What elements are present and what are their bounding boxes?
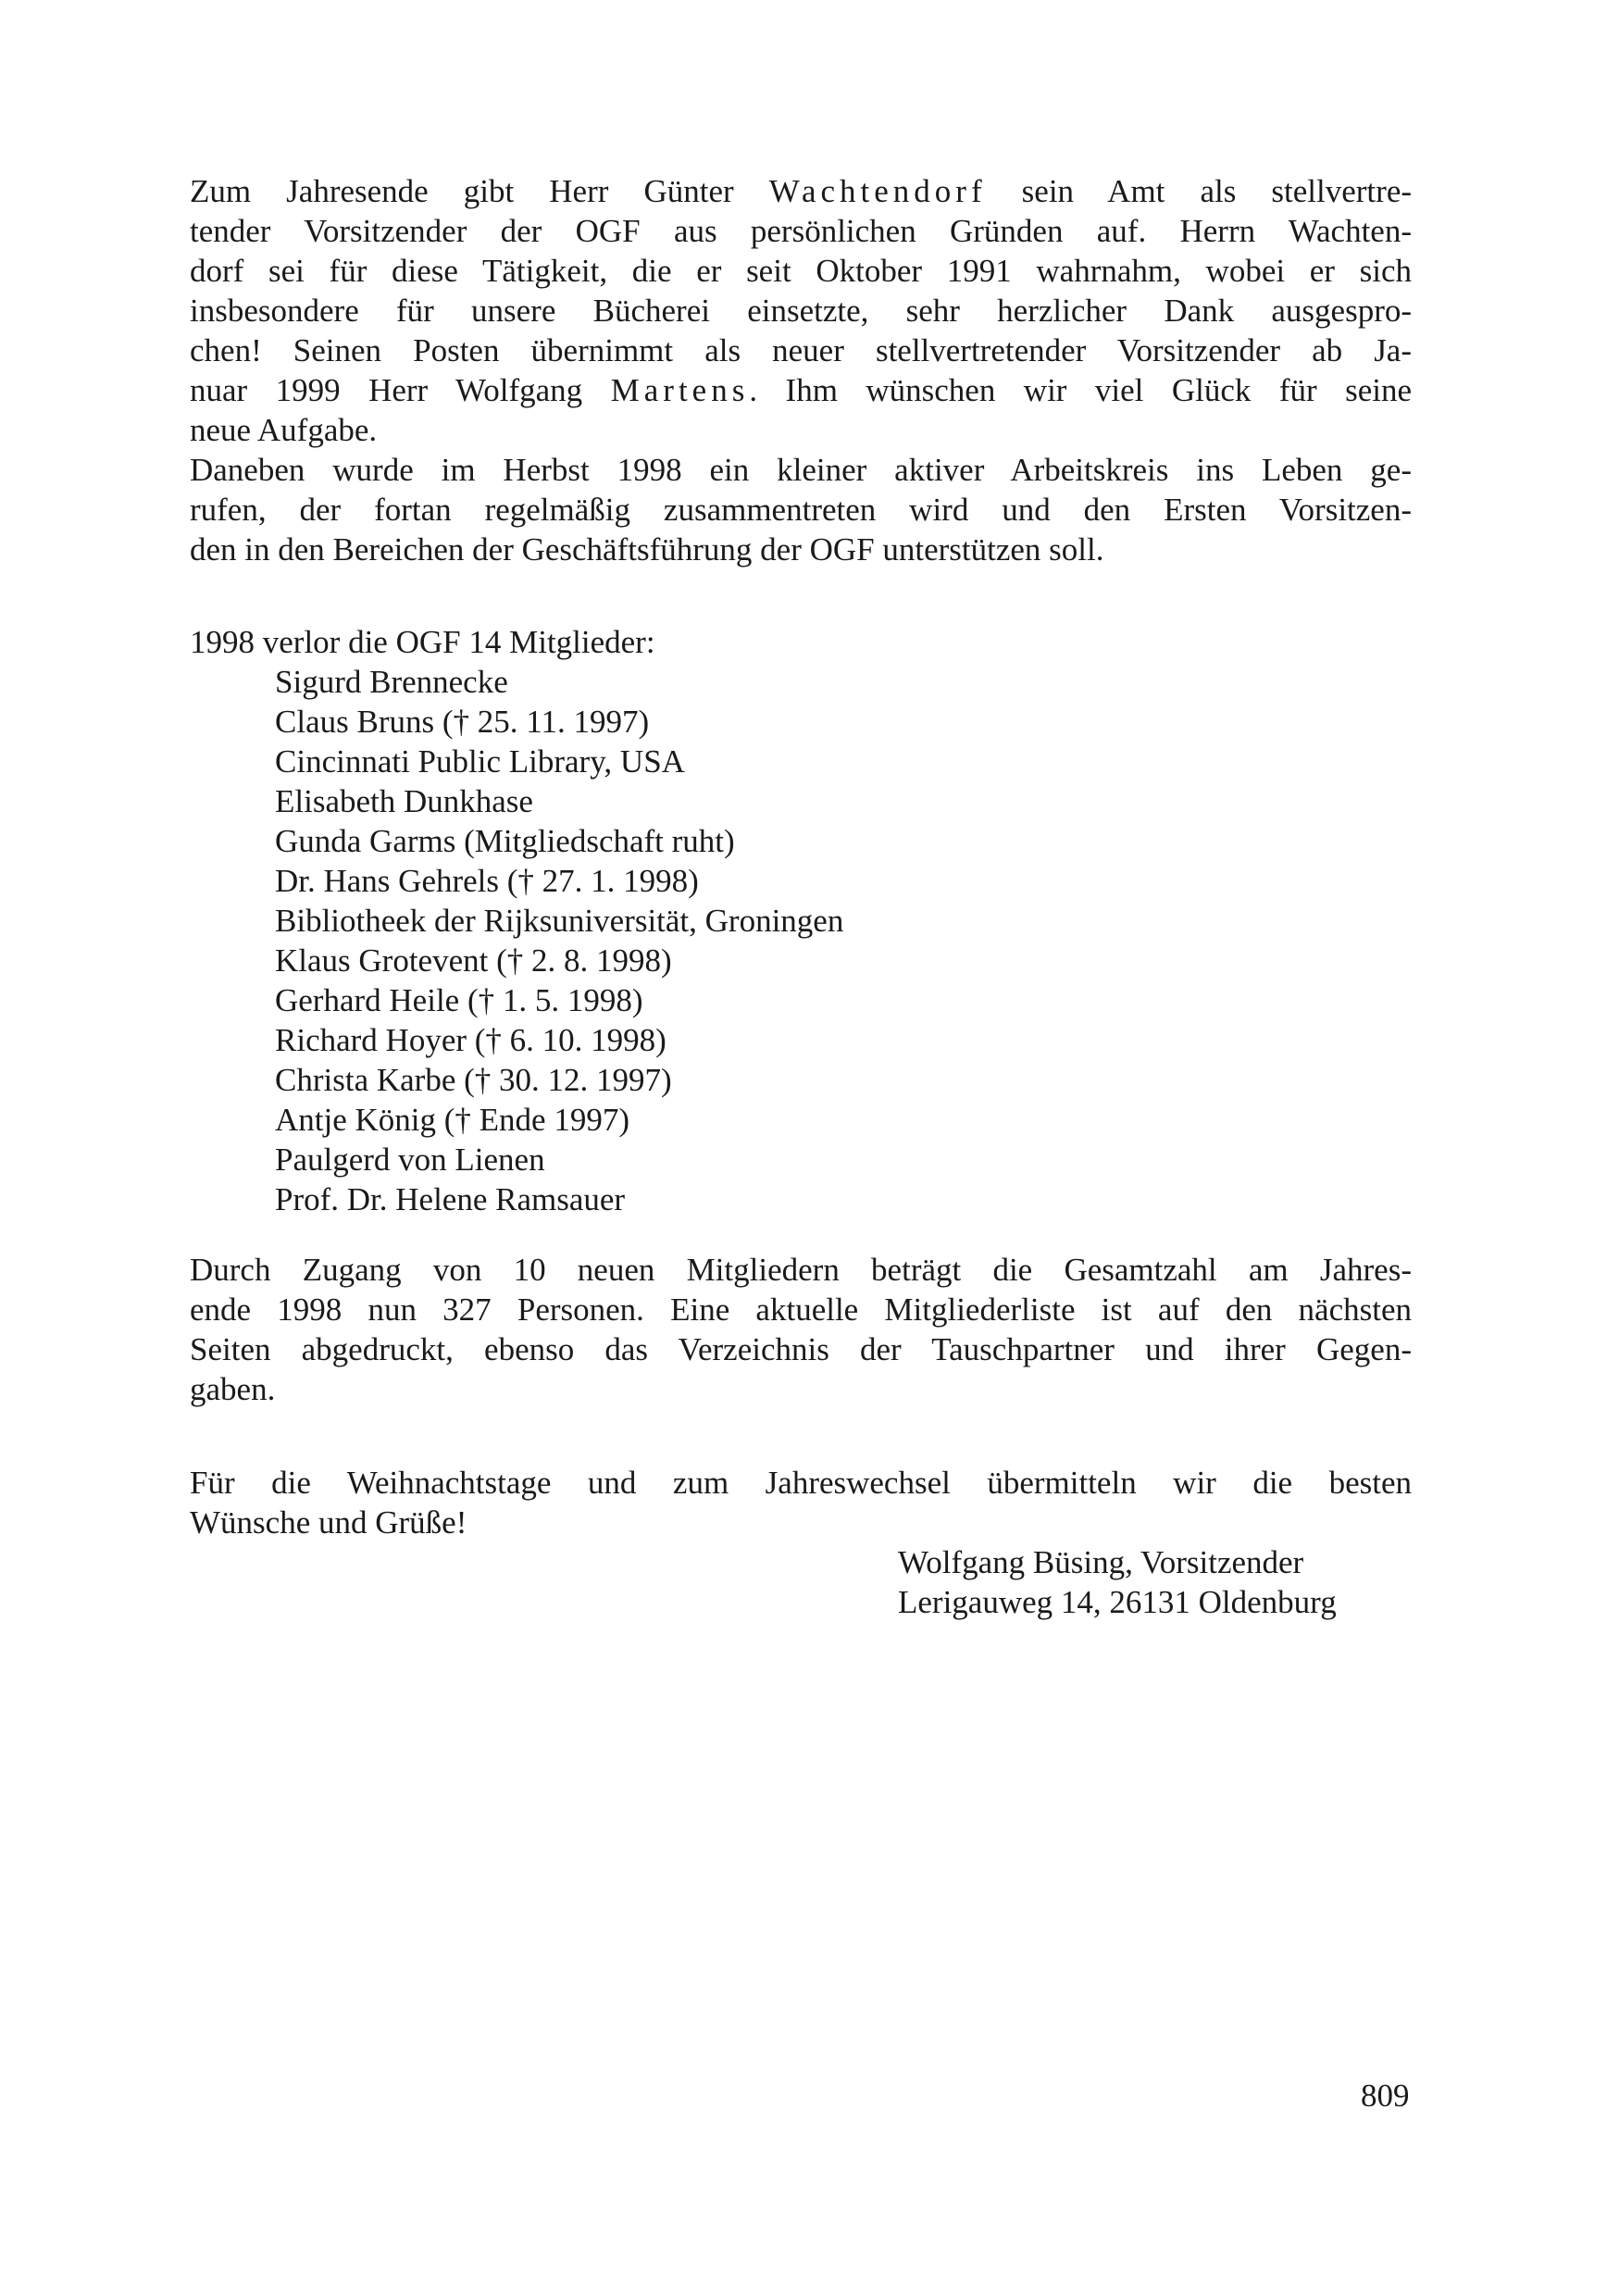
list-item: Elisabeth Dunkhase: [275, 783, 533, 819]
text-line: Seiten abgedruckt, ebenso das Verzeichnis der Tauschpartner und ihrer Gegen-: [190, 1331, 1412, 1367]
text-line: neue Aufgabe.: [190, 412, 378, 448]
signature-address: Lerigauweg 14, 26131 Oldenburg: [898, 1584, 1337, 1620]
members-list: [275, 662, 843, 1219]
text-line: Daneben wurde im Herbst 1998 ein kleiner aktiver Arbeitskreis ins Leben ge-: [190, 452, 1412, 488]
text-line: Für die Weihnachtstage und zum Jahreswechsel übermitteln wir die besten: [190, 1465, 1412, 1501]
text-line: gaben.: [190, 1371, 276, 1407]
text-line: rufen, der fortan regelmäßig zusammentreten wird und den Ersten Vorsitzen-: [190, 492, 1412, 528]
name-spaced: Martens: [610, 372, 750, 408]
paragraph-working-group: [190, 450, 1412, 569]
list-item: Sigurd Brennecke: [275, 664, 508, 700]
list-item: Bibliotheek der Rijksuniversität, Groningen: [275, 903, 844, 939]
text-line: tender Vorsitzender der OGF aus persönlichen Gründen auf. Herrn Wachten-: [190, 213, 1412, 249]
text-line: Durch Zugang von 10 neuen Mitgliedern beträgt die Gesamtzahl am Jahres-: [190, 1252, 1412, 1288]
paragraph-resignation: [190, 171, 1412, 450]
text-line: Wünsche und Grüße!: [190, 1504, 467, 1541]
signature-block: [898, 1542, 1337, 1622]
members-intro: 1998 verlor die OGF 14 Mitglieder:: [190, 624, 655, 660]
text-line: chen! Seinen Posten übernimmt als neuer stellvertretender Vorsitzender ab Ja-: [190, 332, 1412, 368]
list-item: Paulgerd von Lienen: [275, 1142, 545, 1178]
list-item: Claus Bruns († 25. 11. 1997): [275, 704, 650, 740]
page-number: 809: [1361, 2078, 1410, 2114]
list-item: Prof. Dr. Helene Ramsauer: [275, 1181, 626, 1217]
list-item: Antje König († Ende 1997): [275, 1102, 629, 1138]
text-line: den in den Bereichen der Geschäftsführung der OGF unterstützen soll.: [190, 531, 1104, 568]
list-item: Gerhard Heile († 1. 5. 1998): [275, 982, 643, 1018]
list-item: Klaus Grotevent († 2. 8. 1998): [275, 942, 672, 979]
list-item: Gunda Garms (Mitgliedschaft ruht): [275, 823, 735, 859]
text-line: nuar 1999 Herr Wolfgang Martens. Ihm wünschen wir viel Glück für seine: [190, 372, 1412, 408]
list-item: Richard Hoyer († 6. 10. 1998): [275, 1022, 666, 1058]
signature-name: Wolfgang Büsing, Vorsitzender: [898, 1544, 1304, 1580]
list-item: Christa Karbe († 30. 12. 1997): [275, 1062, 672, 1098]
list-item: Dr. Hans Gehrels († 27. 1. 1998): [275, 863, 699, 899]
text-line: dorf sei für diese Tätigkeit, die er seit Oktober 1991 wahrnahm, wobei er sich: [190, 253, 1412, 289]
paragraph-membership-count: [190, 1250, 1412, 1409]
text-line: insbesondere für unsere Bücherei einsetzte, sehr herzlicher Dank ausgespro-: [190, 293, 1412, 329]
text-line: Zum Jahresende gibt Herr Günter Wachtendorf sein Amt als stellvertre-: [190, 173, 1413, 209]
text-line: ende 1998 nun 327 Personen. Eine aktuelle Mitgliederliste ist auf den nächsten: [190, 1292, 1412, 1328]
paragraph-greetings: [190, 1463, 1412, 1542]
list-item: Cincinnati Public Library, USA: [275, 743, 685, 780]
name-spaced: Wachtendorf: [768, 173, 987, 209]
